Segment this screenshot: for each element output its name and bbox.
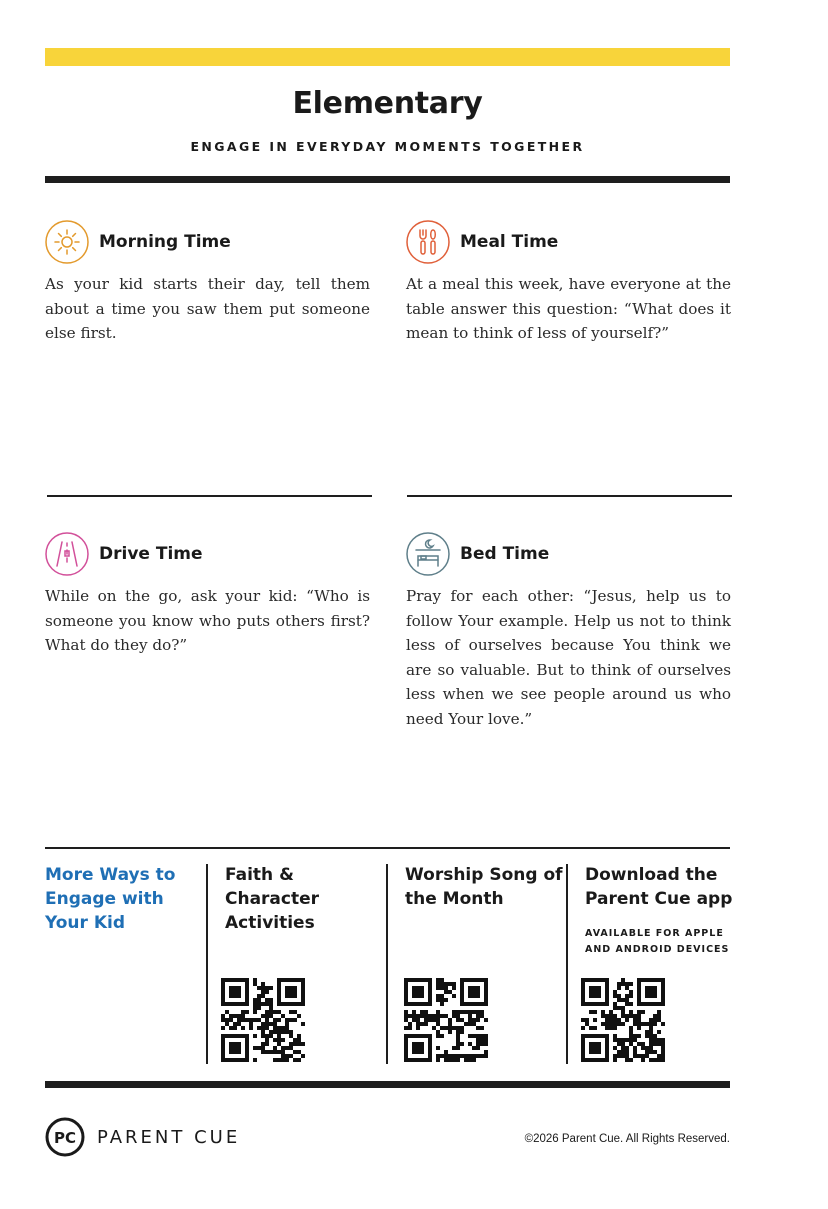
parent-cue-logo bbox=[45, 1117, 240, 1157]
worship-song-qr-code[interactable] bbox=[404, 978, 488, 1062]
worship-song-heading: Worship Song of the Month bbox=[405, 865, 563, 909]
utensils-icon bbox=[406, 220, 450, 264]
copyright-text: ©2026 Parent Cue. All Rights Reserved. bbox=[524, 1133, 730, 1145]
section-title: Meal Time bbox=[460, 232, 559, 252]
pc-logo-icon bbox=[45, 1117, 85, 1157]
section-title: Drive Time bbox=[99, 544, 203, 564]
column-divider bbox=[386, 864, 388, 1064]
section-title: Morning Time bbox=[99, 232, 231, 252]
more-ways-heading: More Ways to Engage with Your Kid bbox=[45, 865, 176, 933]
section-body: As your kid starts their day, tell them about a time you saw them put someone else first. bbox=[45, 275, 370, 342]
brand-name: PARENT CUE bbox=[97, 1126, 241, 1148]
faith-activities-heading: Faith & Character Activities bbox=[225, 865, 320, 933]
download-app-heading: Download the Parent Cue app bbox=[585, 865, 733, 909]
app-download-qr-code[interactable] bbox=[581, 978, 665, 1062]
section-drive-time bbox=[45, 531, 370, 658]
section-body: At a meal this week, have everyone at the table answer this question: “What does it mean to think of less of yourself?” bbox=[406, 275, 731, 342]
road-icon bbox=[45, 532, 89, 576]
section-title: Bed Time bbox=[460, 544, 550, 564]
header-divider bbox=[45, 176, 730, 183]
section-bed-time bbox=[406, 531, 731, 731]
page-subtitle: ENGAGE IN EVERYDAY MOMENTS TOGETHER bbox=[190, 139, 585, 154]
faith-activities-qr-code[interactable] bbox=[221, 978, 305, 1062]
svg-text:PC: PC bbox=[53, 1129, 77, 1147]
section-divider-right bbox=[407, 495, 732, 497]
column-divider bbox=[206, 864, 208, 1064]
app-availability-note: AVAILABLE FOR APPLE AND ANDROID DEVICES bbox=[585, 928, 730, 955]
section-meal-time bbox=[406, 219, 731, 346]
section-body: While on the go, ask your kid: “Who is someone you know who puts others first? What do they do?” bbox=[45, 587, 370, 654]
section-divider-left bbox=[47, 495, 372, 497]
column-divider bbox=[566, 864, 568, 1064]
bed-moon-icon bbox=[406, 532, 450, 576]
bottom-divider bbox=[45, 1081, 730, 1088]
page-title: Elementary bbox=[292, 86, 483, 121]
top-accent-bar bbox=[45, 48, 730, 66]
sun-icon bbox=[45, 220, 89, 264]
section-body: Pray for each other: “Jesus, help us to follow Your example. Help us not to think less of ourselves because You think we are so valuable. But to think of ourselves less when we see people around us who need Your love.” bbox=[406, 587, 731, 728]
section-morning-time bbox=[45, 219, 370, 346]
footer-divider bbox=[45, 847, 730, 849]
